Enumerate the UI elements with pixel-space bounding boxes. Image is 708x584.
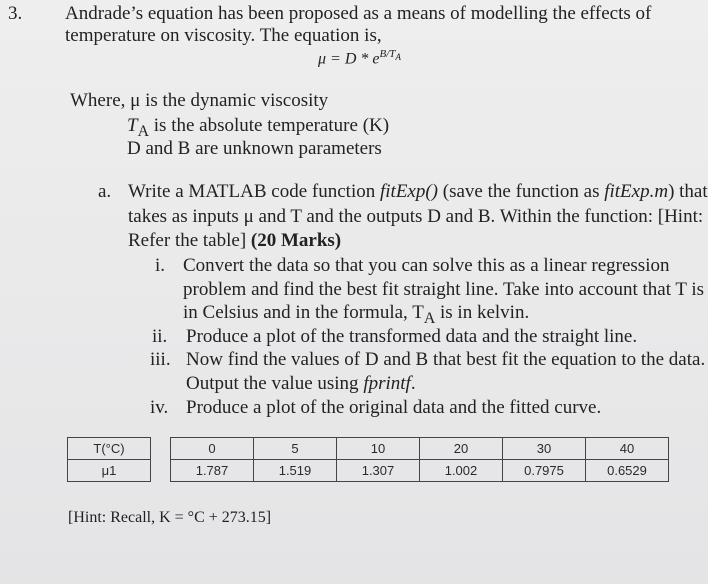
part-a-line-1 (128, 181, 708, 203)
equation-exponent-sub: A (395, 52, 401, 63)
part-a-text: Refer the table] (128, 230, 251, 251)
question-number: 3. (8, 3, 23, 24)
table-cell: 0.6529 (586, 460, 669, 482)
item-i-line-2: problem and find the best fit straight line. Take into account that T is (183, 279, 705, 300)
item-iv-line-1: Produce a plot of the original data and the fitted curve. (186, 397, 602, 418)
item-sub: A (423, 309, 436, 327)
question-text-line-2: temperature on viscosity. The equation is, (65, 25, 382, 46)
table-cell: 1.307 (337, 460, 420, 482)
table-cell: 10 (337, 438, 420, 460)
part-a-line-2: takes as inputs μ and T and the outputs D and B. Within the function: [Hint: (128, 206, 704, 227)
table-cell: 0 (171, 438, 254, 460)
part-a-label: a. (98, 181, 112, 202)
part-a-text: (save the function as (438, 181, 605, 202)
ta-var: T (127, 115, 138, 136)
table-cell: 20 (420, 438, 503, 460)
marks-label: (20 Marks) (250, 230, 342, 251)
item-iii-number: iii. (150, 349, 171, 370)
table-header-mu: μ1 (68, 460, 151, 482)
item-iii-line-2 (186, 373, 416, 395)
table-row (68, 438, 669, 460)
ta-sub: A (137, 122, 150, 140)
ta-text: is the absolute temperature (K) (149, 115, 390, 136)
table-cell: 40 (586, 438, 669, 460)
equation-exponent: B/T (379, 48, 396, 60)
item-text: Output the value using (186, 373, 364, 394)
table-cell: 1.519 (254, 460, 337, 482)
where-line: Where, μ is the dynamic viscosity (70, 90, 329, 111)
item-text: in Celsius and in the formula, T (183, 302, 424, 323)
table-gap (151, 438, 171, 460)
part-a-text: Write a MATLAB code function (128, 181, 380, 202)
fprintf-name: fprintf (363, 373, 411, 394)
item-i-number: i. (155, 255, 166, 276)
definition-ta (127, 115, 389, 141)
item-i-line-1: Convert the data so that you can solve this as a linear regression (183, 255, 670, 276)
question-text-line-1: Andrade’s equation has been proposed as a means of modelling the effects of (65, 3, 652, 24)
table-cell: 5 (254, 438, 337, 460)
hint-text: [Hint: Recall, K = °C + 273.15] (68, 509, 272, 526)
andrade-equation (318, 48, 401, 68)
table-row (68, 460, 669, 482)
item-text: . (410, 373, 416, 394)
item-iv-number: iv. (150, 397, 169, 418)
item-text: is in kelvin. (435, 302, 530, 323)
table-header-t: T(°C) (68, 438, 151, 460)
table-cell: 30 (503, 438, 586, 460)
table-cell: 0.7975 (503, 460, 586, 482)
table-cell: 1.787 (171, 460, 254, 482)
item-i-line-3 (183, 302, 529, 328)
table-cell: 1.002 (420, 460, 503, 482)
item-ii-line-1: Produce a plot of the transformed data and the straight line. (186, 326, 638, 347)
item-ii-number: ii. (152, 326, 168, 347)
definition-d-b: D and B are unknown parameters (127, 138, 382, 159)
data-table (67, 437, 669, 482)
part-a-text: ) that (668, 181, 708, 202)
equation-base: μ = D * e (318, 50, 380, 68)
file-name: fitExp.m (604, 181, 669, 202)
part-a-line-3 (128, 230, 341, 252)
function-name: fitExp() (379, 181, 439, 202)
item-iii-line-1: Now find the values of D and B that best fit the equation to the data. (186, 349, 706, 370)
table-gap (151, 460, 171, 482)
